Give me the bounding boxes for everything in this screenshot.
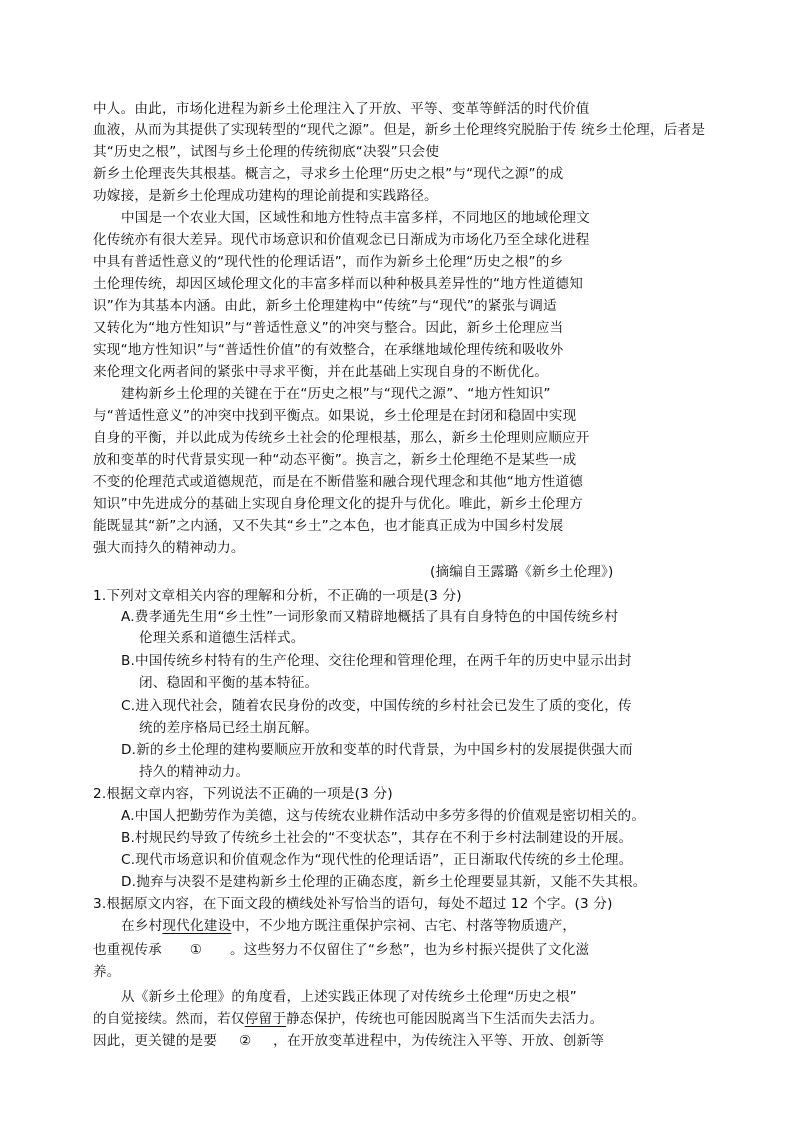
blank-2-marker: ② xyxy=(238,1033,252,1049)
passage-line: 不变的伦理范式或道德规范，而是在不断借鉴和融合现代理念和其他“地方性道德 xyxy=(93,474,584,490)
passage-line: 中具有普适性意义的“现代性的伦理话语”，而作为新乡土伦理“历史之根”的乡 xyxy=(93,254,564,270)
passage-line: 建构新乡土伦理的关键在于在“历史之根”与“现代之源”、“地方性知识” xyxy=(121,386,551,402)
q1-option-a: A.费孝通先生用“乡土性”一词形象而又精辟地概括了具有自身特色的中国传统乡村 xyxy=(121,609,619,625)
passage-line: 知识”中先进成分的基础上实现自身伦理文化的提升与优化。唯此，新乡土伦理方 xyxy=(93,496,584,512)
q3-text-line xyxy=(93,1031,604,1051)
q1-option-c-cont: 统的差序格局已经土崩瓦解。 xyxy=(139,720,319,736)
question-2-stem: 2.根据文章内容，下列说法不正确的一项是(3 分) xyxy=(93,786,393,802)
q3-text: 静态保护，传统也可能因脱离当下生活而失去活力。 xyxy=(286,1011,604,1027)
q3-text: 因此，更关键的是要 xyxy=(93,1033,218,1049)
q3-text-line: 养。 xyxy=(93,964,121,980)
passage-line: 能既显其“新”之内涵，又不失其“乡土”之本色，也才能真正成为中国乡村发展 xyxy=(93,518,564,534)
q3-text: 中，不少地方既注重保护宗祠、古宅、村落等物质遗产， xyxy=(231,918,577,934)
q2-option-a: A.中国人把勤劳作为美德，这与传统农业耕作活动中多劳多得的价值观是密切相关的。 xyxy=(121,808,646,824)
passage-line: 血液，从而为其提供了实现转型的“现代之源”。但是，新乡土伦理终究脱胎于传 统乡土伦理，后者是 xyxy=(93,122,706,138)
passage-line: 新乡土伦理丧失其根基。概言之，寻求乡土伦理“历史之根”与“现代之源”的成 xyxy=(93,166,564,182)
passage-line: 中国是一个农业大国，区域性和地方性特点丰富多样，不同地区的地域伦理文 xyxy=(121,210,590,226)
passage-line: 功嫁接，是新乡土伦理成功建构的理论前提和实践路径。 xyxy=(93,188,438,204)
passage-line: 化传统亦有很大差异。现代市场意识和价值观念已日渐成为市场化乃至全球化进程 xyxy=(93,232,590,248)
q1-option-c: C.进入现代社会，随着农民身份的改变，中国传统的乡村社会已发生了质的变化，传 xyxy=(121,698,632,714)
q1-option-d-cont: 持久的精神动力。 xyxy=(139,764,250,780)
underlined-phrase: 停留于 xyxy=(244,1011,287,1027)
q3-text-line: 从《新乡土伦理》的角度看，上述实践正体现了对传统乡土伦理“历史之根” xyxy=(121,989,577,1005)
passage-line: 识”作为其基本内涵。由此，新乡土伦理建构中“传统”与“现代”的紧张与调适 xyxy=(93,298,557,314)
question-1-stem: 1.下列对文章相关内容的理解和分析，不正确的一项是(3 分) xyxy=(93,588,462,604)
q3-text-line xyxy=(93,1009,603,1029)
passage-line: 自身的平衡，并以此成为传统乡土社会的伦理根基，那么，新乡土伦理则应顺应开 xyxy=(93,430,590,446)
passage-line: 又转化为“地方性知识”与“普适性意义”的冲突与整合。因此，新乡土伦理应当 xyxy=(93,320,564,336)
source-citation: (摘编自王露璐《新乡土伦理》) xyxy=(430,564,614,580)
q3-text: 在乡村 xyxy=(121,918,163,934)
q3-text-line xyxy=(121,916,576,936)
passage-line: 中人。由此，市场化进程为新乡土伦理注入了开放、平等、变革等鲜活的时代价值 xyxy=(93,101,590,117)
passage-line: 其“历史之根”，试图与乡土伦理的传统彻底“决裂”只会使 xyxy=(93,144,440,160)
q2-option-c: C.现代市场意识和价值观念作为“现代性的伦理话语”，正日渐取代传统的乡土伦理。 xyxy=(121,852,633,868)
passage-line: 来伦理文化两者间的紧张中寻求平衡，并在此基础上实现自身的不断优化。 xyxy=(93,364,549,380)
passage-line: 强大而持久的精神动力。 xyxy=(93,540,245,556)
q1-option-a-cont: 伦理关系和道德生活样式。 xyxy=(139,630,305,646)
q1-option-d: D.新的乡土伦理的建构要顺应开放和变革的时代背景，为中国乡村的发展提供强大而 xyxy=(121,742,633,758)
q2-option-d: D.抛弃与决裂不是建构新乡土伦理的正确态度，新乡土伦理要显其新，又能不失其根。 xyxy=(121,874,647,890)
blank-1-marker: ① xyxy=(189,942,203,958)
passage-line: 与“普适性意义”的冲突中找到平衡点。如果说，乡土伦理是在封闭和稳固中实现 xyxy=(93,408,577,424)
q3-text: 的自觉接续。然而，若仅 xyxy=(93,1011,245,1027)
q2-option-b: B.村规民约导致了传统乡土社会的“不变状态”，其存在不利于乡村法制建设的开展。 xyxy=(121,830,633,846)
q1-option-b: B.中国传统乡村特有的生产伦理、交往伦理和管理伦理，在两千年的历史中显示出封 xyxy=(121,653,632,669)
q3-text-line xyxy=(93,940,589,960)
q3-text: 也重视传承 xyxy=(93,942,162,958)
passage-line: 放和变革的时代背景实现一种“动态平衡”。换言之，新乡土伦理绝不是某些一成 xyxy=(93,452,577,468)
q3-text: ，在开放变革进程中，为传统注入平等、开放、创新等 xyxy=(273,1033,605,1049)
q3-text: 。这些努力不仅留住了“乡愁”，也为乡村振兴提供了文化滋 xyxy=(229,942,590,958)
q1-option-b-cont: 闭、稳固和平衡的基本特征。 xyxy=(139,675,319,691)
passage-line: 土伦理传统，却因区域伦理文化的丰富多样而以种种极具差异性的“地方性道德知 xyxy=(93,276,584,292)
question-3-stem: 3.根据原文内容，在下面文段的横线处补写恰当的语句，每处不超过 12 个字。(3 分) xyxy=(93,896,613,912)
passage-line: 实现“地方性知识”与“普适性价值”的有效整合，在承继地域伦理传统和吸收外 xyxy=(93,342,564,358)
underlined-phrase: 现代化建设 xyxy=(162,918,232,934)
